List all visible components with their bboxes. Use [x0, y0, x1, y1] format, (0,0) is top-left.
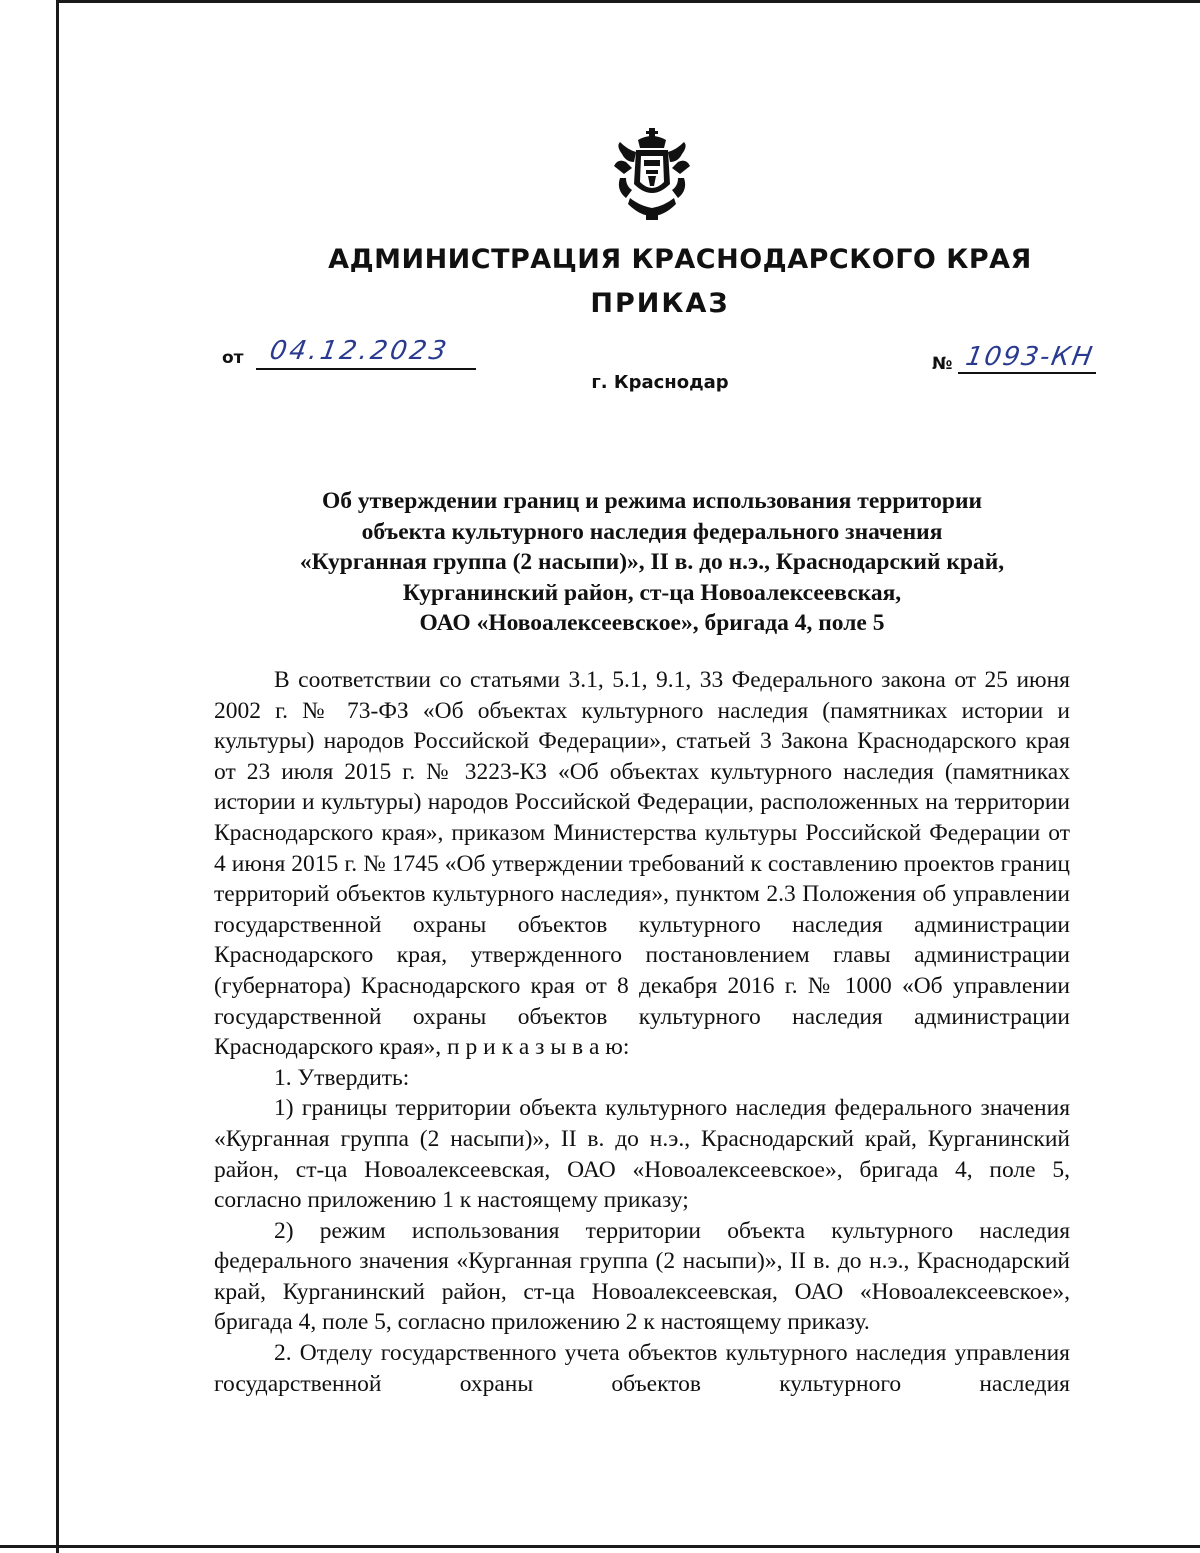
number-underline [958, 372, 1096, 374]
item-1-2: 2) режим использования территории объекта культурного наследия федерального значения «Курганная группа (2 насыпи)», II в. до н.э., Краснодарский край, Курганинский район, ст-ца Новоалексеевская, ОАО «Новоалексеевское», бригада 4, поле 5, согласно приложению 2 к настоящему приказу. [214, 1217, 1070, 1336]
title-line: Курганинский район, ст-ца Новоалексеевская, [402, 579, 902, 606]
document-title [212, 486, 1092, 639]
organization-name: АДМИНИСТРАЦИЯ КРАСНОДАРСКОГО КРАЯ [328, 244, 1032, 275]
number-label: № [932, 354, 953, 374]
title-line: ОАО «Новоалексеевское», бригада 4, поле 5 [419, 610, 885, 636]
item-1: 1. Утвердить: [274, 1064, 410, 1091]
title-line: Об утверждении границ и режима использования территории [321, 488, 983, 514]
title-line: объекта культурного наследия федерального значения [361, 518, 943, 545]
handwritten-date: 04.12.2023 [267, 336, 452, 366]
item-2: 2. Отделу государственного учета объектов культурного наследия управления государственной охраны объектов культурного наследия [214, 1340, 1070, 1397]
date-underline [256, 368, 476, 370]
title-line: «Курганная группа (2 насыпи)», II в. до н.э., Краснодарский край, [299, 549, 1005, 575]
document-type: ПРИКАЗ [590, 288, 730, 319]
preamble-paragraph: В соответствии со статьями 3.1, 5.1, 9.1, 33 Федерального закона от 25 июня 2002 г. № 73-ФЗ «Об объектах культурного наследия (памятниках истории и культуры) народов Российской Федерации», статьей 3 Закона Краснодарского края от 23 июля 2015 г. № 3223-КЗ «Об объектах культурного наследия (памятниках истории и культуры) народов Российской Федерации, расположенных на территории Краснодарского края», приказом Министерства культуры Российской Федерации от 4 июня 2015 г. № 1745 «Об утверждении требований к составлению проектов границ территорий объектов культурного наследия», пунктом 2.3 Положения об управлении государственной охраны объектов культурного наследия администрации Краснодарского края, утвержденного постановлением главы администрации (губернатора) Краснодарского края от 8 декабря 2016 г. № 1000 «Об управлении государственной охраны объектов культурного наследия администрации Краснодарского края», п р и к а з ы в а ю: [214, 667, 1070, 1061]
document-body [214, 665, 1070, 1399]
scan-edge-top [56, 0, 1200, 3]
coat-of-arms-icon [612, 128, 692, 222]
date-label: от [222, 348, 244, 368]
item-1-1: 1) границы территории объекта культурного наследия федерального значения «Курганная группа (2 насыпи)», II в. до н.э., Краснодарский край, Курганинский район, ст-ца Новоалексеевская, ОАО «Новоалексеевское», бригада 4, поле 5, согласно приложению 1 к настоящему приказу; [214, 1095, 1070, 1214]
city-name: г. Краснодар [591, 372, 729, 393]
scan-edge-left [56, 0, 59, 1553]
scan-edge-bottom [0, 1545, 1200, 1548]
handwritten-number: 1093-КН [963, 342, 1097, 372]
